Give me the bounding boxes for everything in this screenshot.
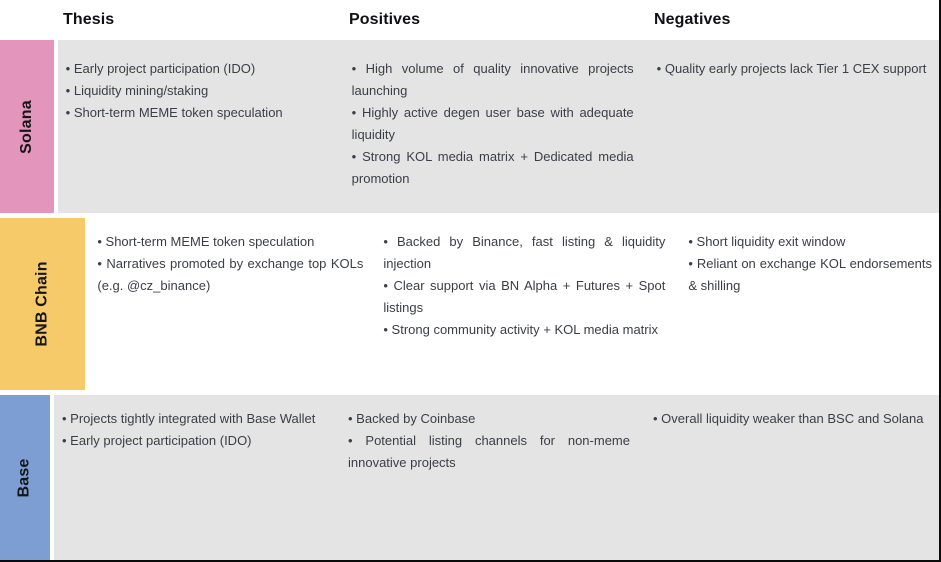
bullet-item: • Narratives promoted by exchange top KOLs (e.g. @cz_binance) bbox=[97, 253, 363, 297]
table-row-base bbox=[0, 395, 939, 560]
row-cells-bnb-chain bbox=[89, 218, 939, 390]
bullet-item: • Backed by Binance, fast listing & liquidity injection bbox=[383, 231, 665, 275]
cell-solana-positives bbox=[344, 40, 649, 213]
table-header-row bbox=[0, 0, 939, 40]
bullet-item: • Quality early projects lack Tier 1 CEX support bbox=[657, 58, 932, 80]
row-stripe-base bbox=[0, 395, 50, 560]
header-stripe-spacer bbox=[0, 0, 50, 40]
bullet-item: • Short liquidity exit window bbox=[688, 231, 932, 253]
cell-base-thesis bbox=[54, 395, 340, 560]
bullet-item: • Liquidity mining/staking bbox=[66, 80, 332, 102]
row-stripe-bnb-chain bbox=[0, 218, 85, 390]
bullet-item: • Early project participation (IDO) bbox=[66, 58, 332, 80]
row-stripe-solana bbox=[0, 40, 54, 213]
bullet-item: • Reliant on exchange KOL endorsements & shilling bbox=[688, 253, 932, 297]
table-row-bnb-chain bbox=[0, 218, 939, 390]
row-label-base: Base bbox=[16, 457, 33, 498]
column-header-thesis: Thesis bbox=[63, 11, 115, 28]
row-label-solana: Solana bbox=[17, 99, 35, 154]
cell-base-negatives bbox=[645, 395, 939, 560]
bullet-item: • Overall liquidity weaker than BSC and Solana bbox=[653, 408, 932, 430]
cell-bnb-negatives bbox=[680, 218, 939, 390]
cell-solana-negatives bbox=[649, 40, 939, 213]
bullet-item: • Backed by Coinbase bbox=[348, 408, 630, 430]
bullet-item: • Early project participation (IDO) bbox=[62, 430, 328, 452]
row-label-bnb-chain: BNB Chain bbox=[33, 261, 51, 347]
row-cells-base bbox=[54, 395, 939, 560]
bullet-item: • Potential listing channels for non-meme innovative projects bbox=[348, 430, 630, 474]
column-header-positives: Positives bbox=[349, 11, 421, 28]
cell-bnb-thesis bbox=[89, 218, 375, 390]
cell-solana-thesis bbox=[58, 40, 344, 213]
table-row-solana bbox=[0, 40, 939, 213]
bullet-item: • High volume of quality innovative projects launching bbox=[352, 58, 634, 102]
bullet-item: • Strong KOL media matrix + Dedicated media promotion bbox=[352, 146, 634, 190]
bullet-item: • Projects tightly integrated with Base Wallet bbox=[62, 408, 328, 430]
cell-base-positives bbox=[340, 395, 645, 560]
bullet-item: • Highly active degen user base with adequate liquidity bbox=[352, 102, 634, 146]
cell-bnb-positives bbox=[375, 218, 680, 390]
header-cells bbox=[54, 0, 939, 40]
row-cells-solana bbox=[58, 40, 939, 213]
bullet-item: • Clear support via BN Alpha + Futures + Spot listings bbox=[383, 275, 665, 319]
bullet-item: • Short-term MEME token speculation bbox=[97, 231, 363, 253]
bullet-item: • Strong community activity + KOL media matrix bbox=[383, 319, 665, 341]
bullet-item: • Short-term MEME token speculation bbox=[66, 102, 332, 124]
column-header-negatives: Negatives bbox=[654, 11, 731, 28]
